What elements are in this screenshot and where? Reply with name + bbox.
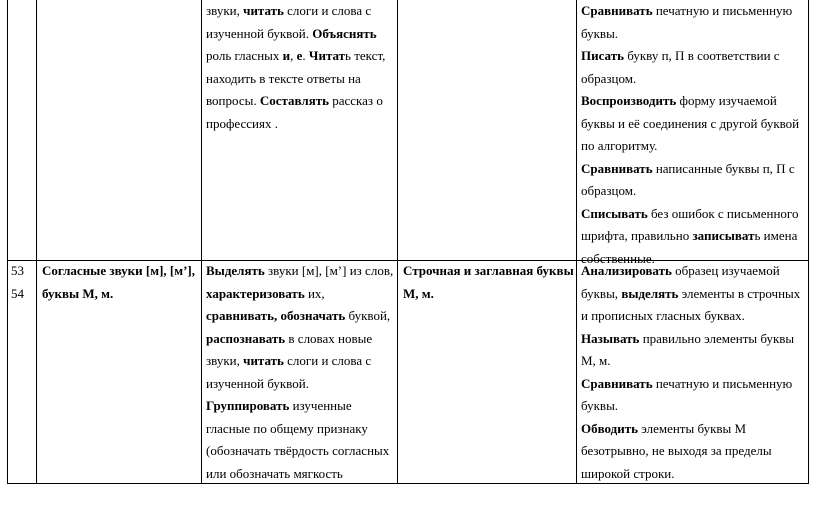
bold-text: читать [243,353,284,368]
bold-text: Обводить [581,420,638,436]
lesson-plan-table [7,0,809,484]
text-run: ь текст, [345,48,386,63]
text-run: звуки, [206,3,244,18]
bold-text: Выделять [206,263,265,278]
text-line [581,225,807,248]
text-run: вопросы. [206,93,260,108]
bold-text: и [282,48,291,63]
text-run: печатную и письменную [652,3,793,18]
text-line [581,395,807,418]
text-run: профессиях . [206,115,278,131]
text-run: форму изучаемой [676,93,777,108]
bold-text: Читат [308,48,346,63]
text-run: печатную и письменную [652,375,793,391]
text-run: собственные. [581,250,655,266]
bold-text: записыват [692,228,755,243]
table-right-border [808,0,809,484]
column-divider [36,0,37,484]
text-run: , [290,48,297,63]
bold-text: Писать [581,48,624,63]
text-line [581,283,807,306]
bold-text: Составлять [259,93,329,108]
text-run: без ошибок с письменного [647,205,799,221]
text-line [206,45,394,68]
bottom-row-skills-cell [581,260,807,485]
text-line [581,463,807,486]
text-line [581,440,807,463]
text-run: образец изучаемой [671,263,780,278]
text-line [581,90,807,113]
text-run: изученные [289,398,352,413]
lesson-topic-cell [42,260,200,305]
text-line [206,418,394,441]
text-line [403,260,575,283]
bold-text: Списывать [581,205,648,221]
text-line [206,328,394,351]
text-run: звуки, [206,353,244,368]
text-line [581,23,807,46]
text-line [581,45,807,68]
text-line [42,283,200,306]
text-run: буквы. [581,398,619,413]
text-run: по алгоритму. [581,138,658,153]
lesson-number: 54 [11,285,24,301]
text-line [206,23,394,46]
bold-text: Объяснять [312,25,377,41]
bold-text: Сравнивать [581,160,653,176]
text-line [581,350,807,373]
bold-text: Называть [581,330,640,346]
text-run: букву п, П в соответствии с [623,48,780,63]
text-run: слоги и слова с [283,3,372,18]
text-run: в словах новые [285,330,373,346]
text-line [581,113,807,136]
text-line [581,203,807,226]
text-run: элементы в строчных [678,285,801,301]
text-run: безотрывно, не выходя за пределы [581,443,772,458]
bold-text: Воспроизводить [581,93,677,108]
text-line [206,463,394,486]
text-run: или обозначать мягкость [206,465,343,481]
text-run: находить в тексте ответы на [206,70,361,86]
text-run: рассказ о [328,93,383,108]
text-run: М, м. [581,353,611,368]
text-line [206,440,394,463]
text-line [206,68,394,91]
text-run: изученной буквой. [206,375,309,391]
bold-text: е [296,48,303,63]
text-line [581,305,807,328]
text-line [581,328,807,351]
text-line [206,283,394,306]
lesson-number: 53 [11,263,24,278]
text-run: буквы, [581,285,622,301]
text-line [403,283,575,306]
column-divider [397,0,398,484]
text-run: написанные буквы п, П с [652,160,795,176]
text-line [581,373,807,396]
bold-text: Анализировать [581,263,672,278]
text-run: широкой строки. [581,465,675,481]
bottom-row-activity-cell [206,260,394,485]
text-run: гласные по общему признаку [206,420,368,436]
text-line [206,373,394,396]
text-run: ь имена [754,228,798,243]
text-line [206,113,394,136]
bold-text: буквы М, м. [42,285,114,301]
text-line [206,260,394,283]
lesson-number-cell [11,260,35,305]
bold-text: характеризовать [206,285,305,301]
bold-text: сравнивать, обозначать [206,308,346,323]
text-line [581,0,807,23]
text-run: их, [304,285,325,301]
text-line [206,350,394,373]
text-run: изученной буквой. [206,25,313,41]
top-row-activity-cell [206,0,394,135]
text-run: звуки [м], [м’] из слов, [264,263,394,278]
text-run: и прописных гласных буквах. [581,308,745,323]
text-line [42,260,200,283]
bold-text: Сравнивать [581,3,653,18]
bold-text: Согласные звуки [м], [м’], [42,263,195,278]
text-run: правильно элементы буквы [639,330,795,346]
text-line [206,0,394,23]
text-line [581,158,807,181]
bold-text: читать [243,3,284,18]
text-run: буквы. [581,25,619,41]
bold-text: М, м. [403,285,434,301]
text-run: образцом. [581,183,637,198]
text-run: (обозначать твёрдость согласных [206,443,390,458]
writing-topic-cell [403,260,575,305]
top-row-skills-cell [581,0,807,270]
column-divider [576,0,577,484]
bold-text: Строчная и заглавная буквы [403,263,574,278]
text-run: роль гласных [206,48,283,63]
text-line [206,395,394,418]
bold-text: распознавать [206,330,286,346]
text-run: образцом. [581,70,637,86]
text-run: элементы буквы М [638,420,747,436]
text-line [206,90,394,113]
column-divider [201,0,202,484]
table-left-border [7,0,8,484]
bold-text: Сравнивать [581,375,653,391]
text-line [581,260,807,283]
text-line [206,305,394,328]
text-line [581,135,807,158]
text-run: буквой, [345,308,391,323]
text-run: . [302,48,309,63]
text-line [581,68,807,91]
text-run: шрифта, правильно [581,228,693,243]
text-run: буквы и её соединения с другой буквой [581,115,800,131]
text-run: слоги и слова с [283,353,372,368]
bold-text: выделять [621,285,679,301]
bold-text: Группировать [206,398,290,413]
text-line [581,180,807,203]
text-line [581,418,807,441]
